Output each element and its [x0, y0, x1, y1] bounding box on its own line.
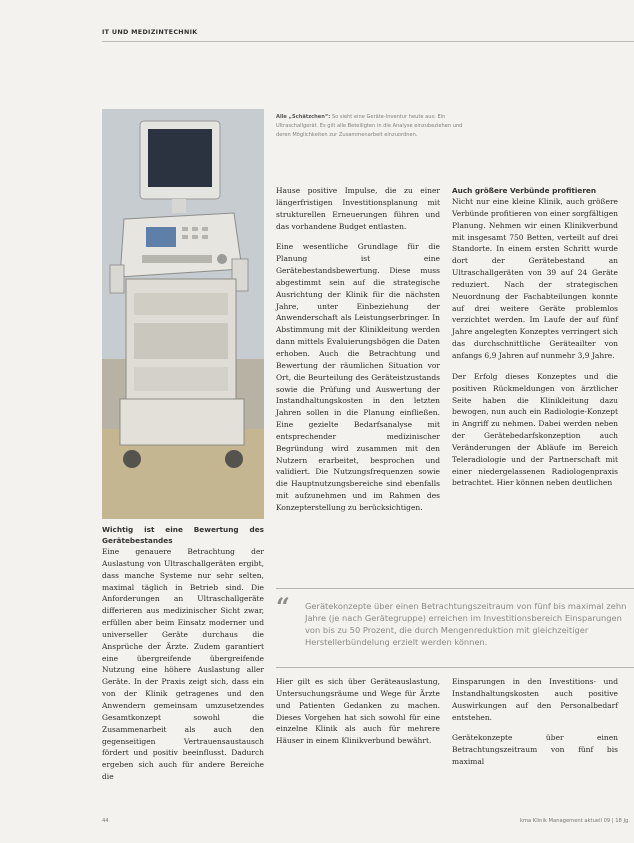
lower-middle-paragraph: Hier gilt es sich über Geräteauslastung, Untersuchungsräume und Wege für Ärzte und Patienten Gedanken zu machen. Dieses Vorgehen hat sich sowohl für eine einzelne Klinik als auch für mehrere Häuser in einem Klinikverbund bewährt. [276, 677, 440, 746]
caption-lead: Alle „Schätzchen“: [276, 114, 331, 120]
lower-right-paragraph-1: Einsparungen in den Investitions- und Instandhaltungskosten auch positive Auswirkungen auf den Personalbedarf entstehen. [452, 677, 618, 722]
column-1 [102, 524, 264, 792]
quote-rule-bottom [276, 667, 634, 668]
column-3-paragraph-1: Nicht nur eine kleine Klinik, auch größere Verbünde profitieren von einer sorgfältigen Planung. Nehmen wir einen Klinikverbund mit insgesamt 750 Betten, verteilt auf drei Standorte. In einem ersten Schritt wurde dort der Gerätebestand an Ultraschallgeräten von 39 auf 24 Geräte reduziert. Nach der strategischen Neuordnung der Fachabteilungen konnte auf drei weitere Geräte problemlos verzichtet werden. Im Laufe der auf fünf Jahre angelegten Konzeptes verringert sich das durchschnittliche Geräteailter von anfangs 6,9 Jahren auf nunmehr 3,9 Jahre. [452, 197, 618, 360]
pull-quote: Gerätekonzepte über einen Betrachtungszeitraum von fünf bis maximal zehn Jahre (je nach Gerätegruppe) erreichen im Investitionsbereich Einsparungen von bis zu 50 Prozent, die durch Mengenreduktion mit gleichzeitiger Herstellerbündelung erzielt werden können. [305, 601, 627, 647]
lower-right-paragraph-2: Gerätekonzepte über einen Betrachtungszeitraum von fünf bis maximal [452, 733, 618, 767]
column-2 [276, 185, 440, 523]
column-2-paragraph-1: Hause positive Impulse, die zu einer längerfristigen Investitionsplanung mit strukturellen Erneuerungen führen und das vorhandene Budget entlasten. [276, 186, 440, 231]
column-1-body: Eine genauere Betrachtung der Auslastung von Ultraschallgeräten ergibt, dass manche Systeme nur sehr selten, maximal täglich in Betrieb sind. Die Anforderungen an Ultraschallgeräte differieren aus medizinischer Sicht zwar, erfüllen aber beim Einsatz moderner und universeller Geräte durchaus die Ansprüche der Ärzte. Zudem garantiert eine übergreifende übergreifende Nutzung eine höhere Auslastung aller Geräte. In der Praxis zeigt sich, dass ein von der Klinik getragenes und den Anwendern gemeinsam umzusetzendes Gesamtkonzept sowohl die Zusammenarbeit als auch den gegenseitigen Vertrauensaustausch fördert und positiv beeinflusst. Dadurch ergeben sich auch für andere Bereiche die [102, 547, 264, 782]
lower-column-middle [276, 676, 440, 756]
quote-mark-icon: “ [276, 592, 290, 621]
caption-text: So sieht eine Geräte-Inventur heute aus: Ein Ultraschallgerät. Es gilt alle Beteiligten in die Analyse einzubeziehen und deren Möglichkeiten zur Zusammenarbeit einzuordnen. [276, 114, 463, 138]
journal-footer: kma Klinik Management aktuell 09 | 18 Jg. [520, 818, 630, 824]
column-2-paragraph-2: Eine wesentliche Grundlage für die Planung ist eine Gerätebestandsbewertung. Diese muss abgestimmt sein auf die strategische Ausrichtung der Klinik für die nächsten Jahre, unter Einbeziehung der Anwenderschaft als Leistungserbringer. In Abstimmung mit der Klinikleitung werden dann mittels Evaluierungsbögen die Daten erhoben. Auch die Betrachtung und Bewertung der räumlichen Situation vor Ort, die Beurteilung des Geräteistzustands sowie die Prüfung und Auswertung der Instandhaltungskosten in den letzten Jahren sollen in die Planung einfließen. Eine gezielte Bedarfsanalyse mit entsprechender medizinischer Begründung wird zusammen mit den Nutzern erarbeitet, besprochen und validiert. Die Nutzungsfrequenzen sowie die Hauptnutzungsbereiche sind ebenfalls mit aufzunehmen und im Rahmen des Konzepterstellung zu berücksichtigen. [276, 242, 440, 512]
header-rule [102, 41, 634, 42]
page-number: 44 [102, 818, 109, 824]
ultrasound-photo [102, 109, 264, 519]
column-1-heading: Wichtig ist eine Bewertung des Gerätebestandes [102, 525, 264, 545]
photo-caption [276, 113, 464, 139]
section-label: IT UND MEDIZINTECHNIK [102, 28, 198, 36]
column-3 [452, 185, 618, 498]
lower-column-right [452, 676, 618, 777]
ultrasound-machine-illustration [102, 109, 264, 519]
column-3-paragraph-2: Der Erfolg dieses Konzeptes und die positiven Rückmeldungen von ärztlicher Seite haben die Klinikleitung dazu bewogen, nun auch ein Radiologie-Konzept in Angriff zu nehmen. Dabei werden neben der Gerätebedarfskonzeption auch Veränderungen der Abläufe im Bereich Teleradiologie und der Partnerschaft mit einer niedergelassenen Radiologenpraxis betrachtet. Hier können neben deutlichen [452, 371, 618, 488]
column-3-heading: Auch größere Verbünde profitieren [452, 186, 597, 195]
quote-rule-top [276, 588, 634, 589]
